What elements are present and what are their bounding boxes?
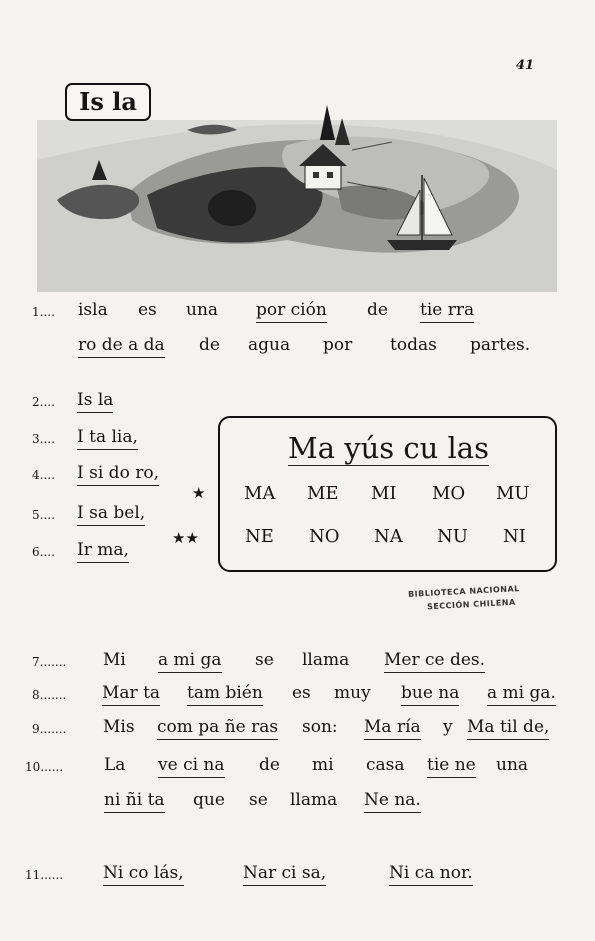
capital-syllable: ME [307,483,339,504]
word: es [292,683,311,703]
line-number-7: 7....... [32,655,67,669]
word: de [199,335,220,355]
word: Mis [103,717,135,737]
word-underlined: Ma ría [364,717,421,740]
capital-syllable: NA [374,526,403,547]
word: una [496,755,529,775]
line-number-2: 2.... [32,395,55,409]
capital-syllable: NU [437,526,468,547]
word-underlined: ve ci na [158,755,225,778]
word: llama [302,650,350,670]
word-underlined: ro de a da [78,335,165,358]
word: por [323,335,353,355]
capital-syllable: MO [432,483,466,504]
capital-syllable: NI [503,526,526,547]
list-word: Ir ma, [77,540,129,563]
word: agua [248,335,291,355]
line-number-3: 3.... [32,432,55,446]
list-word: I ta lia, [77,427,138,450]
capital-syllable: NE [245,526,274,547]
capitals-box-title: Ma yús cu las [288,431,489,465]
list-word: I sa bel, [77,503,145,526]
word-underlined: com pa ñe ras [157,717,278,740]
word: Mi [103,650,126,670]
word: y [443,717,453,737]
line-number-8: 8....... [32,688,67,702]
capital-syllable: MU [496,483,530,504]
word-underlined: Ma til de, [467,717,549,740]
word-underlined: a mi ga [158,650,222,673]
double-star-icon: ★★ [172,529,199,547]
library-stamp-line2: SECCIÓN CHILENA [426,597,516,612]
word-underlined: a mi ga. [487,683,556,706]
word-underlined: Ni co lás, [103,863,184,886]
word: se [255,650,274,670]
word: todas [390,335,437,355]
word: son: [302,717,338,737]
line-number-11: 11...... [25,868,64,882]
line-number-5: 5.... [32,508,55,522]
word: La [104,755,126,775]
word-underlined: tie ne [427,755,476,778]
capital-syllable: MI [371,483,397,504]
word-underlined: por ción [256,300,327,323]
word: llama [290,790,338,810]
word: isla [78,300,108,320]
line-number-9: 9....... [32,722,67,736]
library-stamp-line1: BIBLIOTECA NACIONAL [407,584,521,599]
island-with-house-and-sailboat-illustration [37,100,557,292]
line-number-10: 10...... [25,760,64,774]
word: de [259,755,280,775]
word: una [186,300,219,320]
word-underlined: Ni ca nor. [389,863,473,886]
lesson-title: Is la [65,83,151,121]
word: mi [312,755,334,775]
word: muy [334,683,371,703]
word-underlined: tie rra [420,300,474,323]
word-underlined: Nar ci sa, [243,863,326,886]
line-number-6: 6.... [32,545,55,559]
word: partes. [470,335,531,355]
line-number-1: 1.... [32,305,55,319]
word: casa [366,755,405,775]
capital-syllable: MA [244,483,276,504]
word-underlined: tam bién [187,683,263,706]
star-icon: ★ [192,484,206,502]
word: que [193,790,225,810]
word-underlined: ni ñi ta [104,790,165,813]
word: es [138,300,157,320]
word-underlined: Mer ce des. [384,650,485,673]
capital-syllable: NO [309,526,340,547]
word: de [367,300,388,320]
list-word: Is la [77,390,113,413]
word-underlined: Mar ta [102,683,160,706]
word-underlined: Ne na. [364,790,421,813]
list-word: I si do ro, [77,463,159,486]
word: se [249,790,268,810]
line-number-4: 4.... [32,468,55,482]
page-number: 41 [516,58,535,73]
word-underlined: bue na [401,683,459,706]
